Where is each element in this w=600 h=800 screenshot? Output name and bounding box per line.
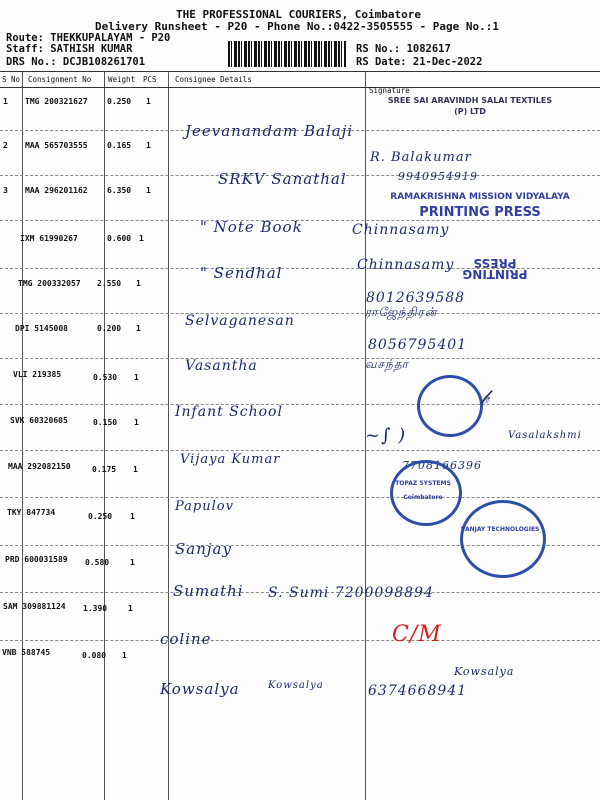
col-sno: S No [2, 75, 21, 84]
route-label: Route: THEKKUPALAYAM - P20 [6, 32, 171, 44]
barcode [228, 41, 346, 67]
row-pcs: 1 [139, 234, 144, 243]
row-consignment: PRD 600031589 [5, 555, 68, 564]
row-pcs: 1 [146, 186, 151, 195]
row-consignee: " Sendhal [200, 264, 283, 282]
row-weight: 0.175 [92, 465, 117, 474]
rs-number: RS No.: 1082617 [356, 43, 451, 55]
phone-number: 9940954919 [398, 170, 478, 183]
row-pcs: 1 [134, 418, 139, 427]
phone-number: 6374668941 [368, 683, 468, 699]
row-consignment: MAA 296201162 [25, 186, 88, 195]
row-consignment: TMG 200321627 [25, 97, 88, 106]
col-weight: Weight [108, 75, 136, 84]
row-consignee: " Note Book [200, 218, 303, 236]
row-consignee: Infant School [175, 404, 283, 420]
round-stamp [417, 375, 483, 437]
row-sno: 2 [3, 141, 8, 150]
row-pcs: 1 [133, 465, 138, 474]
row-consignee: coline [160, 630, 212, 648]
row-consignee: SRKV Sanathal [218, 170, 347, 188]
row-divider [0, 450, 600, 451]
topaz-stamp-text: TOPAZ SYSTEMS [395, 480, 451, 487]
row-consignment: IXM 61990267 [20, 234, 78, 243]
row-consignment: DPI 5145008 [15, 324, 68, 333]
company-stamp: SREE SAI ARAVINDH SALAI TEXTILES (P) LTD [387, 96, 553, 116]
row-weight: 0.150 [93, 418, 118, 427]
row-weight: 0.250 [88, 512, 113, 521]
row-consignment: VLI 219385 [13, 370, 62, 379]
col-consignee: Consignee Details [175, 75, 252, 84]
row-weight: 0.080 [82, 651, 107, 660]
company-title: THE PROFESSIONAL COURIERS, Coimbatore [176, 8, 422, 21]
row-sno: 1 [3, 97, 8, 106]
drs-number: DRS No.: DCJB108261701 [6, 56, 146, 68]
row-weight: 1.390 [83, 604, 108, 613]
row-pcs: 1 [146, 97, 151, 106]
tamil-signature: ராஜேந்திரன் [365, 305, 438, 319]
row-weight: 2.550 [97, 279, 122, 288]
rs-date: RS Date: 21-Dec-2022 [356, 56, 483, 68]
col-consignment: Consignment No [28, 75, 92, 84]
tamil-signature: வசந்தா [365, 357, 409, 371]
col-signature: Signature [369, 86, 410, 95]
sumathi-signature: S. Sumi 7200098894 [268, 585, 434, 601]
row-consignee: Kowsalya [160, 680, 240, 698]
row-consignment: SAM 309881124 [3, 602, 66, 611]
signature-kowsalya: Kowsalya [454, 665, 515, 678]
row-consignee: Selvaganesan [185, 313, 295, 329]
row-consignee: Vasantha [185, 358, 258, 374]
row-consignment: MAA 565703555 [25, 141, 88, 150]
phone-number: 8056795401 [368, 337, 468, 353]
row-consignment: MAA 292082150 [8, 462, 71, 471]
sanjay-stamp-text: SANJAY TECHNOLOGIES [460, 526, 540, 533]
signature-vasalakshmi: Vasalakshmi [508, 430, 582, 441]
row-weight: 0.250 [107, 97, 132, 106]
row-divider [0, 313, 600, 314]
row-pcs: 1 [122, 651, 127, 660]
column-divider [22, 71, 23, 800]
row-pcs: 1 [136, 279, 141, 288]
row-weight: 6.350 [107, 186, 132, 195]
runsheet-title: Delivery Runsheet - P20 - Phone No.:0422-3505555 - Page No.:1 [95, 20, 499, 33]
column-divider [104, 71, 105, 800]
row-consignment: TMG 200332057 [18, 279, 81, 288]
signature-balakumar: R. Balakumar [370, 150, 472, 165]
press-stamp-line: RAMAKRISHNA MISSION VIDYALAYA [390, 192, 570, 202]
row-divider [0, 497, 600, 498]
row-consignee: Papulov [175, 499, 234, 514]
row-divider [0, 640, 600, 641]
row-divider [0, 404, 600, 405]
row-weight: 0.530 [93, 373, 118, 382]
table-header-border [0, 87, 600, 88]
row-consignment: SVK 60320605 [10, 416, 68, 425]
row-sno: 3 [3, 186, 8, 195]
row-pcs: 1 [146, 141, 151, 150]
phone-number: 7708166396 [402, 459, 482, 472]
row-pcs: 1 [134, 373, 139, 382]
row-weight: 0.200 [97, 324, 122, 333]
row-pcs: 1 [136, 324, 141, 333]
row-weight: 0.165 [107, 141, 132, 150]
sanjay-stamp [460, 500, 546, 578]
signature-kowsalya: Kowsalya [268, 680, 324, 691]
signature-chinnasamy: Chinnasamy [352, 222, 450, 238]
col-pcs: PCS [143, 75, 157, 84]
row-pcs: 1 [130, 558, 135, 567]
staff-label: Staff: SATHISH KUMAR [6, 43, 133, 55]
row-consignee: Vijaya Kumar [180, 452, 281, 467]
signature-chinnasamy: Chinnasamy [357, 257, 455, 273]
table-top-border [0, 71, 600, 72]
row-pcs: 1 [128, 604, 133, 613]
signature-scribble: 𝒷 [480, 385, 490, 409]
press-stamp-title: PRINTING PRESS [419, 205, 541, 220]
signature-scribble: ~∫ ) [365, 425, 407, 446]
row-pcs: 1 [130, 512, 135, 521]
row-consignment: TKY 847734 [7, 508, 56, 517]
stamp-place: Coimbatore [403, 494, 443, 501]
press-stamp-title: PRINTING PRESS [462, 256, 528, 281]
row-consignee: Sumathi [173, 582, 244, 600]
row-weight: 0.600 [107, 234, 132, 243]
row-consignee: Jeevanandam Balaji [185, 122, 354, 140]
phone-number: 8012639588 [366, 290, 466, 306]
row-consignment: VNB 588745 [2, 648, 51, 657]
row-consignee: Sanjay [175, 540, 232, 558]
row-weight: 0.580 [85, 558, 110, 567]
row-divider [0, 358, 600, 359]
signature-cm: C/M [392, 622, 442, 647]
